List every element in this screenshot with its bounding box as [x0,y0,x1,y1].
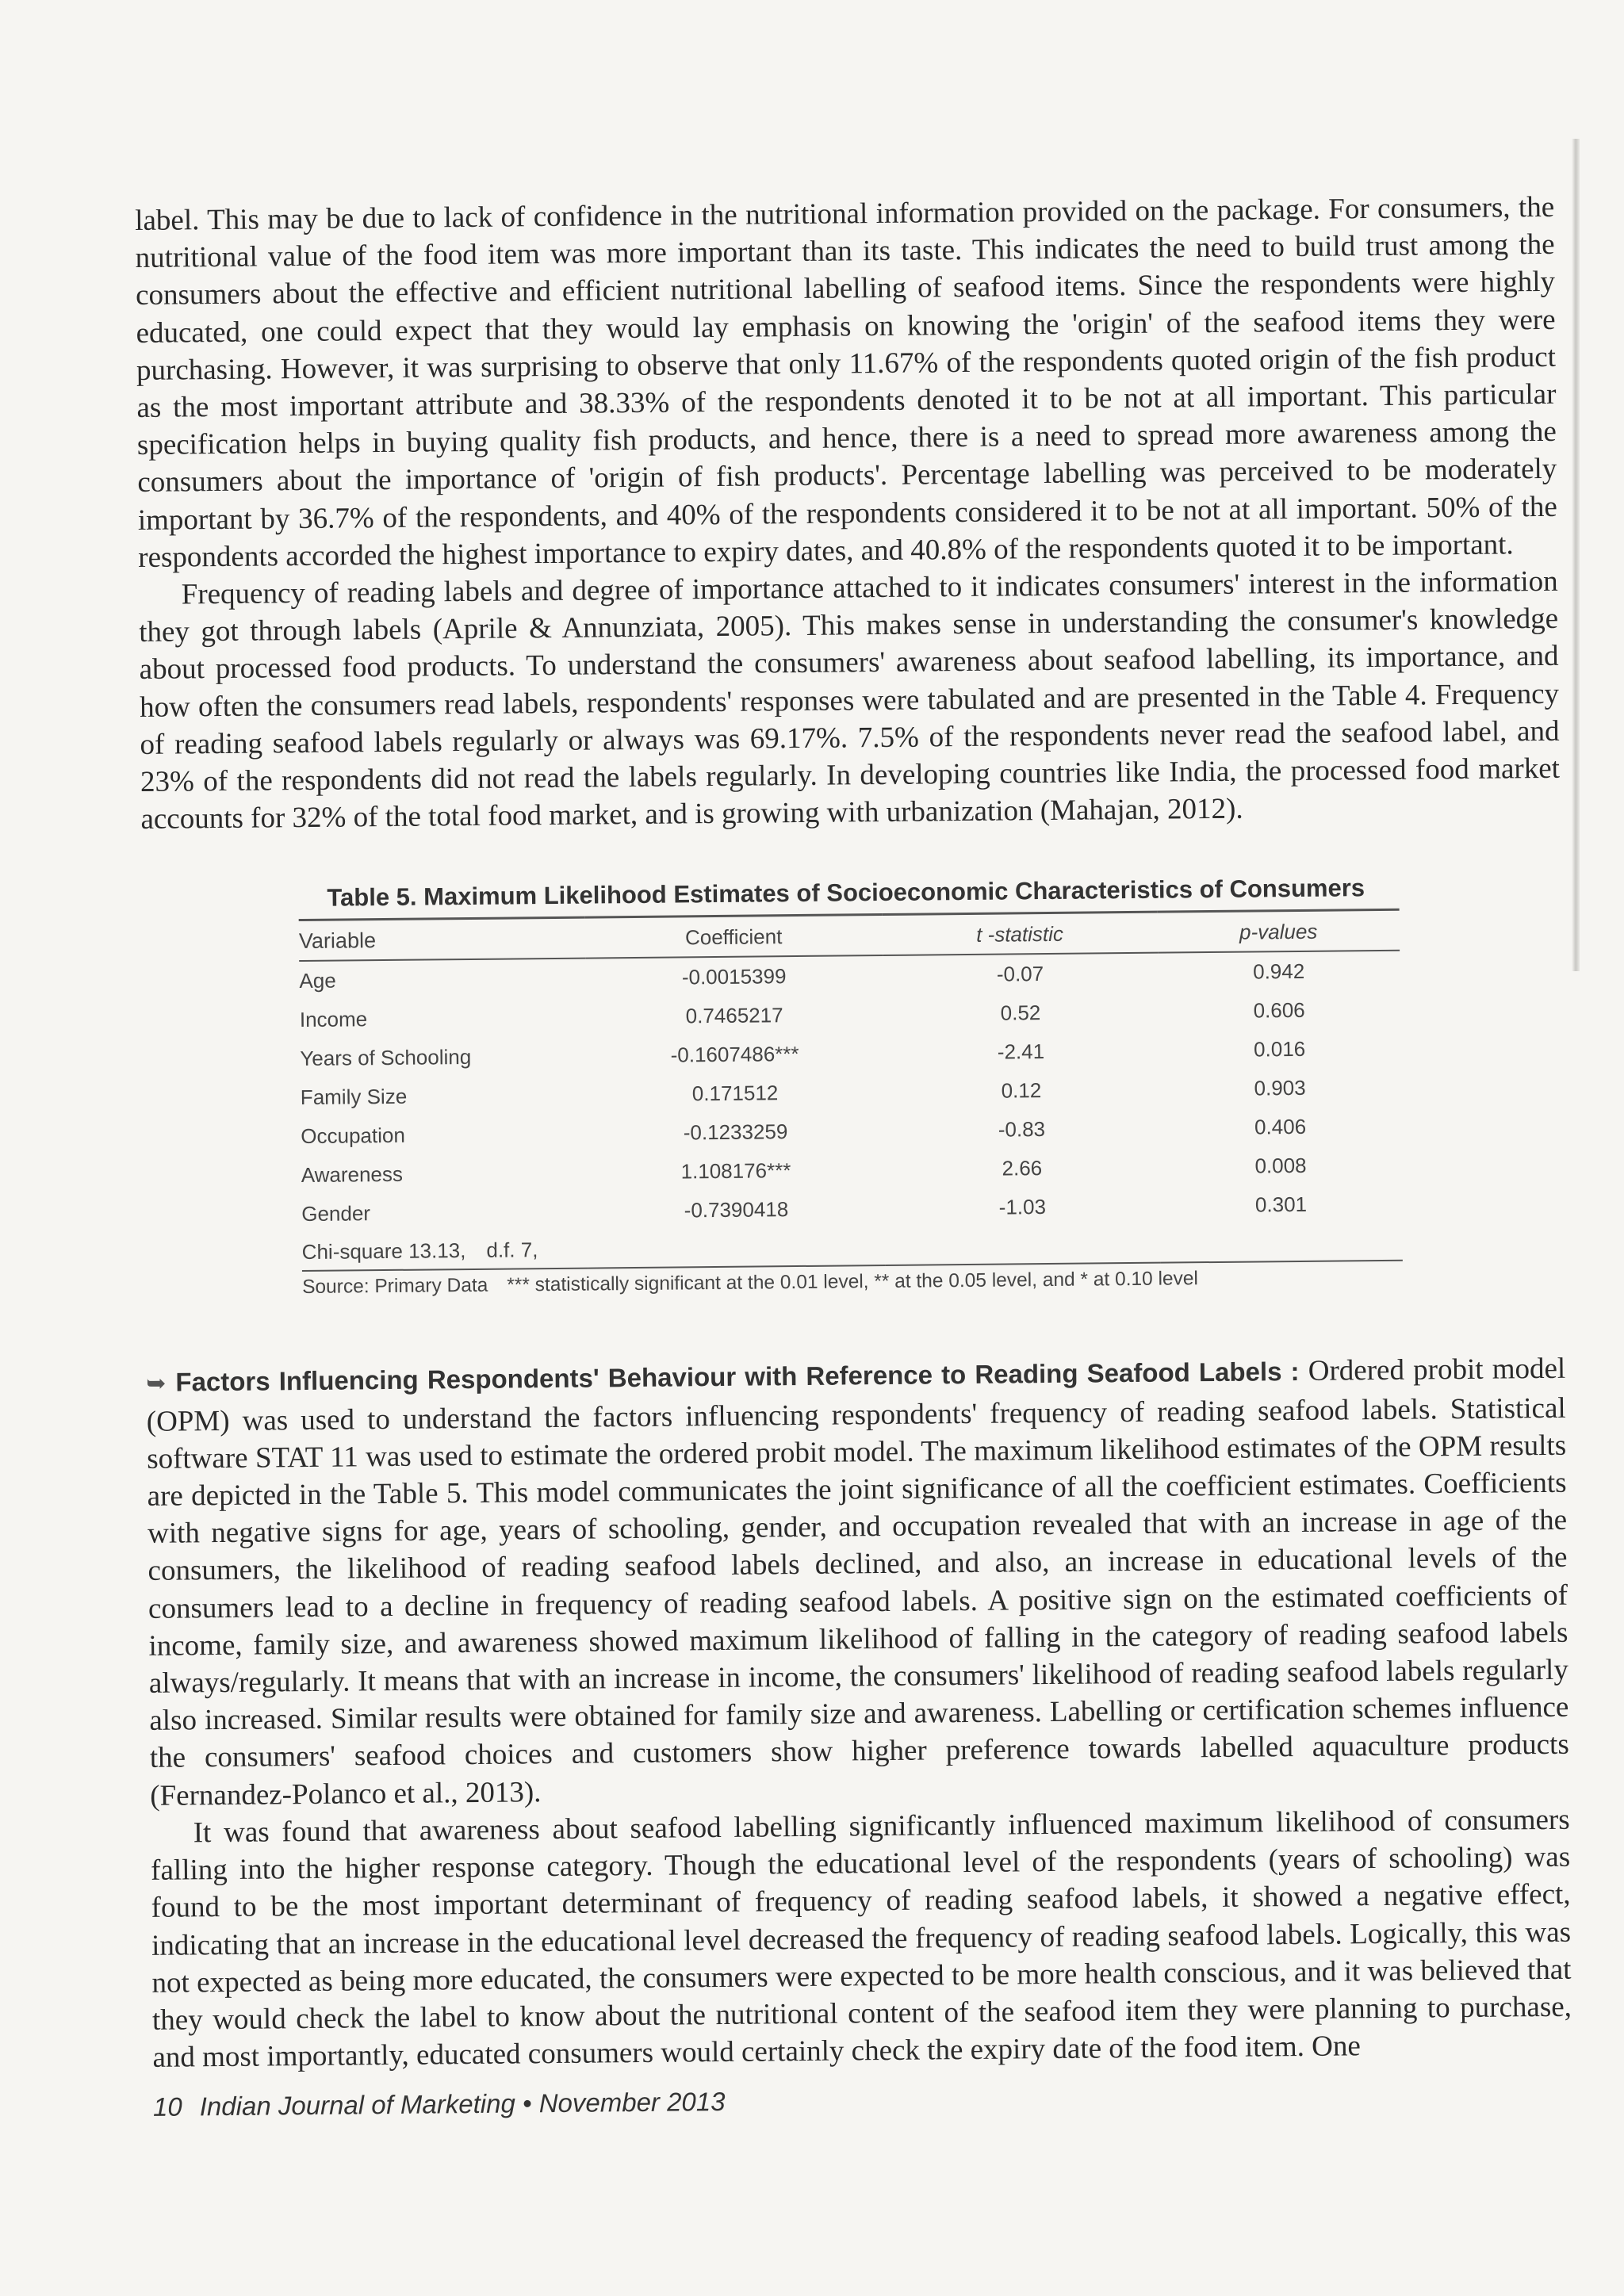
row-coefficient: -0.1607486*** [670,1042,799,1068]
source-label: Source: Primary Data [302,1275,488,1299]
row-p-value: 0.606 [1253,998,1305,1023]
table-title: Table 5. Maximum Likelihood Estimates of Socioeconomic Characteristics of Consumers [327,874,1365,913]
paragraph-label-importance: label. This may be due to lack of confidence in the nutritional information provided on the package. For consumers, the nutritional value of the food item was more important than its taste. This indicates the need to build trust among the consumers about the effective and efficient nutritional labelling of seafood items. Since the respondents were highly educated, one could expect that they would lay emphasis on knowing the 'origin' of the seafood items they were purchasing. However, it was surprising to observe that only 11.67% of the respondents quoted origin of the fish product as the most important attribute and 38.33% of the respondents denoted it to be not at all important. This particular specification helps in buying quality fish products, and hence, there is a need to spread more awareness among the consumers about the importance of 'origin of fish products'. Percentage labelling was perceived to be moderately important by 36.7% of the respondents, and 40% of the respondents considered it to be not at all important. 50% of the respondents accorded the highest importance to expiry dates, and 40.8% of the respondents quoted it to be important. [135,190,1557,574]
row-coefficient: 0.7465217 [685,1003,783,1028]
significance-note: *** statistically significant at the 0.01 level, ** at the 0.05 level, and * at 0.10 level [507,1268,1199,1297]
journal-name: Indian Journal of Marketing • November 2013 [199,2087,726,2122]
row-t-statistic: 0.52 [1000,1001,1041,1026]
paragraph-awareness: It was found that awareness about seafood labelling significantly influenced maximum likelihood of consumers falling into the higher response category. Though the educational level of the respondents (years of schooling) was found to be the most important determinant of frequency of reading seafood labels, it showed a negative effect, indicating that an increase in the educational level decreased the frequency of reading seafood labels. Logically, this was not expected as being more educated, the consumers were expected to be more health conscious, and it was believed that they would check the label to know about the nutritional content of the seafood item they were planning to purchase, and most importantly, educated consumers would certainly check the expiry date of the food item. One [151,1803,1572,2075]
header-p-values: p-values [1157,910,1400,953]
page-footer [153,2079,1572,2122]
table-5 [298,874,1403,1299]
row-p-value: 0.016 [1253,1037,1306,1062]
journal-page [135,189,1572,2122]
section-heading: Factors Influencing Respondents' Behaviour with Reference to Reading Seafood Labels : [175,1357,1300,1398]
row-coefficient: -0.7390418 [684,1197,789,1223]
section-lead-paragraph [146,1350,1569,1815]
arrow-bullet-icon: ➥ [146,1371,167,1398]
paragraph-reading-frequency: Frequency of reading labels and degree of importance attached to it indicates consumers' interest in the information they got through labels (Aprile & Annunziata, 2005). This makes sense in understanding the consumer's knowledge about processed food products. To understand the consumers' awareness about seafood labelling, its importance, and how often the consumers read labels, respondents' responses were tabulated and are presented in the Table 4. Frequency of reading seafood labels regularly or always was 69.17%. 7.5% of the respondents never read the seafood label, and 23% of the respondents did not read the labels regularly. In developing countries like India, the processed food market accounts for 32% of the total food market, and is growing with urbanization (Mahajan, 2012). [139,564,1561,836]
mle-table [299,909,1403,1272]
row-t-statistic: -2.41 [997,1039,1045,1065]
row-t-statistic: -0.83 [998,1117,1046,1142]
row-coefficient: 0.171512 [691,1081,779,1106]
row-coefficient: 1.108176*** [680,1158,791,1184]
header-coefficient: Coefficient [585,915,883,959]
row-variable: Age [299,969,336,993]
row-variable: Income [299,1007,368,1032]
page-edge-shadow [1572,139,1580,971]
row-variable: Family Size [300,1085,408,1110]
section-factors-influencing [146,1350,1572,2076]
row-coefficient: -0.0015399 [681,964,787,989]
section-lead-text: Ordered probit model (OPM) was used to understand the factors influencing respondents' frequency of reading seafood labels. Statistical software STAT 11 was used to estimate the ordered probit model. The maximum likelihood estimates of the OPM results are depicted in the Table 5. This model communicates the joint significance of all the coefficient estimates. Coefficients with negative signs for age, years of schooling, gender, and occupation revealed that with an increase in age of the consumers, the likelihood of reading seafood labels declined, and also, an increase in educational levels of the consumers lead to a decline in frequency of reading seafood labels. A positive sign on the estimated coefficients of income, family size, and awareness showed maximum likelihood of falling in the category of reading seafood labels always/regularly. It means that with an increase in income, the consumers' likelihood of reading seafood labels regularly also increased. Similar results were obtained for family size and awareness. Labelling or certification schemes influence the consumers' seafood choices and customers show higher preference towards labelled aquaculture products (Fernandez-Polanco et al., 2013). [146,1353,1569,1812]
row-t-statistic: 0.12 [1001,1078,1042,1104]
row-variable: Occupation [301,1123,405,1149]
row-p-value: 0.903 [1254,1076,1306,1100]
chi-square-value: Chi-square 13.13, [301,1238,466,1264]
row-coefficient: -0.1233259 [683,1119,788,1145]
row-t-statistic: -1.03 [998,1195,1047,1220]
page-number: 10 [152,2091,182,2122]
row-variable: Gender [301,1201,371,1226]
header-variable: Variable [299,918,585,962]
row-p-value: 0.008 [1254,1154,1307,1178]
row-t-statistic: 2.66 [1002,1156,1043,1181]
degrees-of-freedom: d.f. 7, [486,1238,538,1262]
row-p-value: 0.301 [1254,1192,1308,1217]
header-t-statistic: t -statistic [882,913,1157,956]
row-t-statistic: -0.07 [996,962,1044,987]
row-variable: Years of Schooling [300,1045,472,1071]
row-p-value: 0.942 [1253,959,1305,984]
table-source-note [302,1266,1403,1299]
row-p-value: 0.406 [1254,1115,1307,1139]
row-variable: Awareness [301,1162,404,1188]
